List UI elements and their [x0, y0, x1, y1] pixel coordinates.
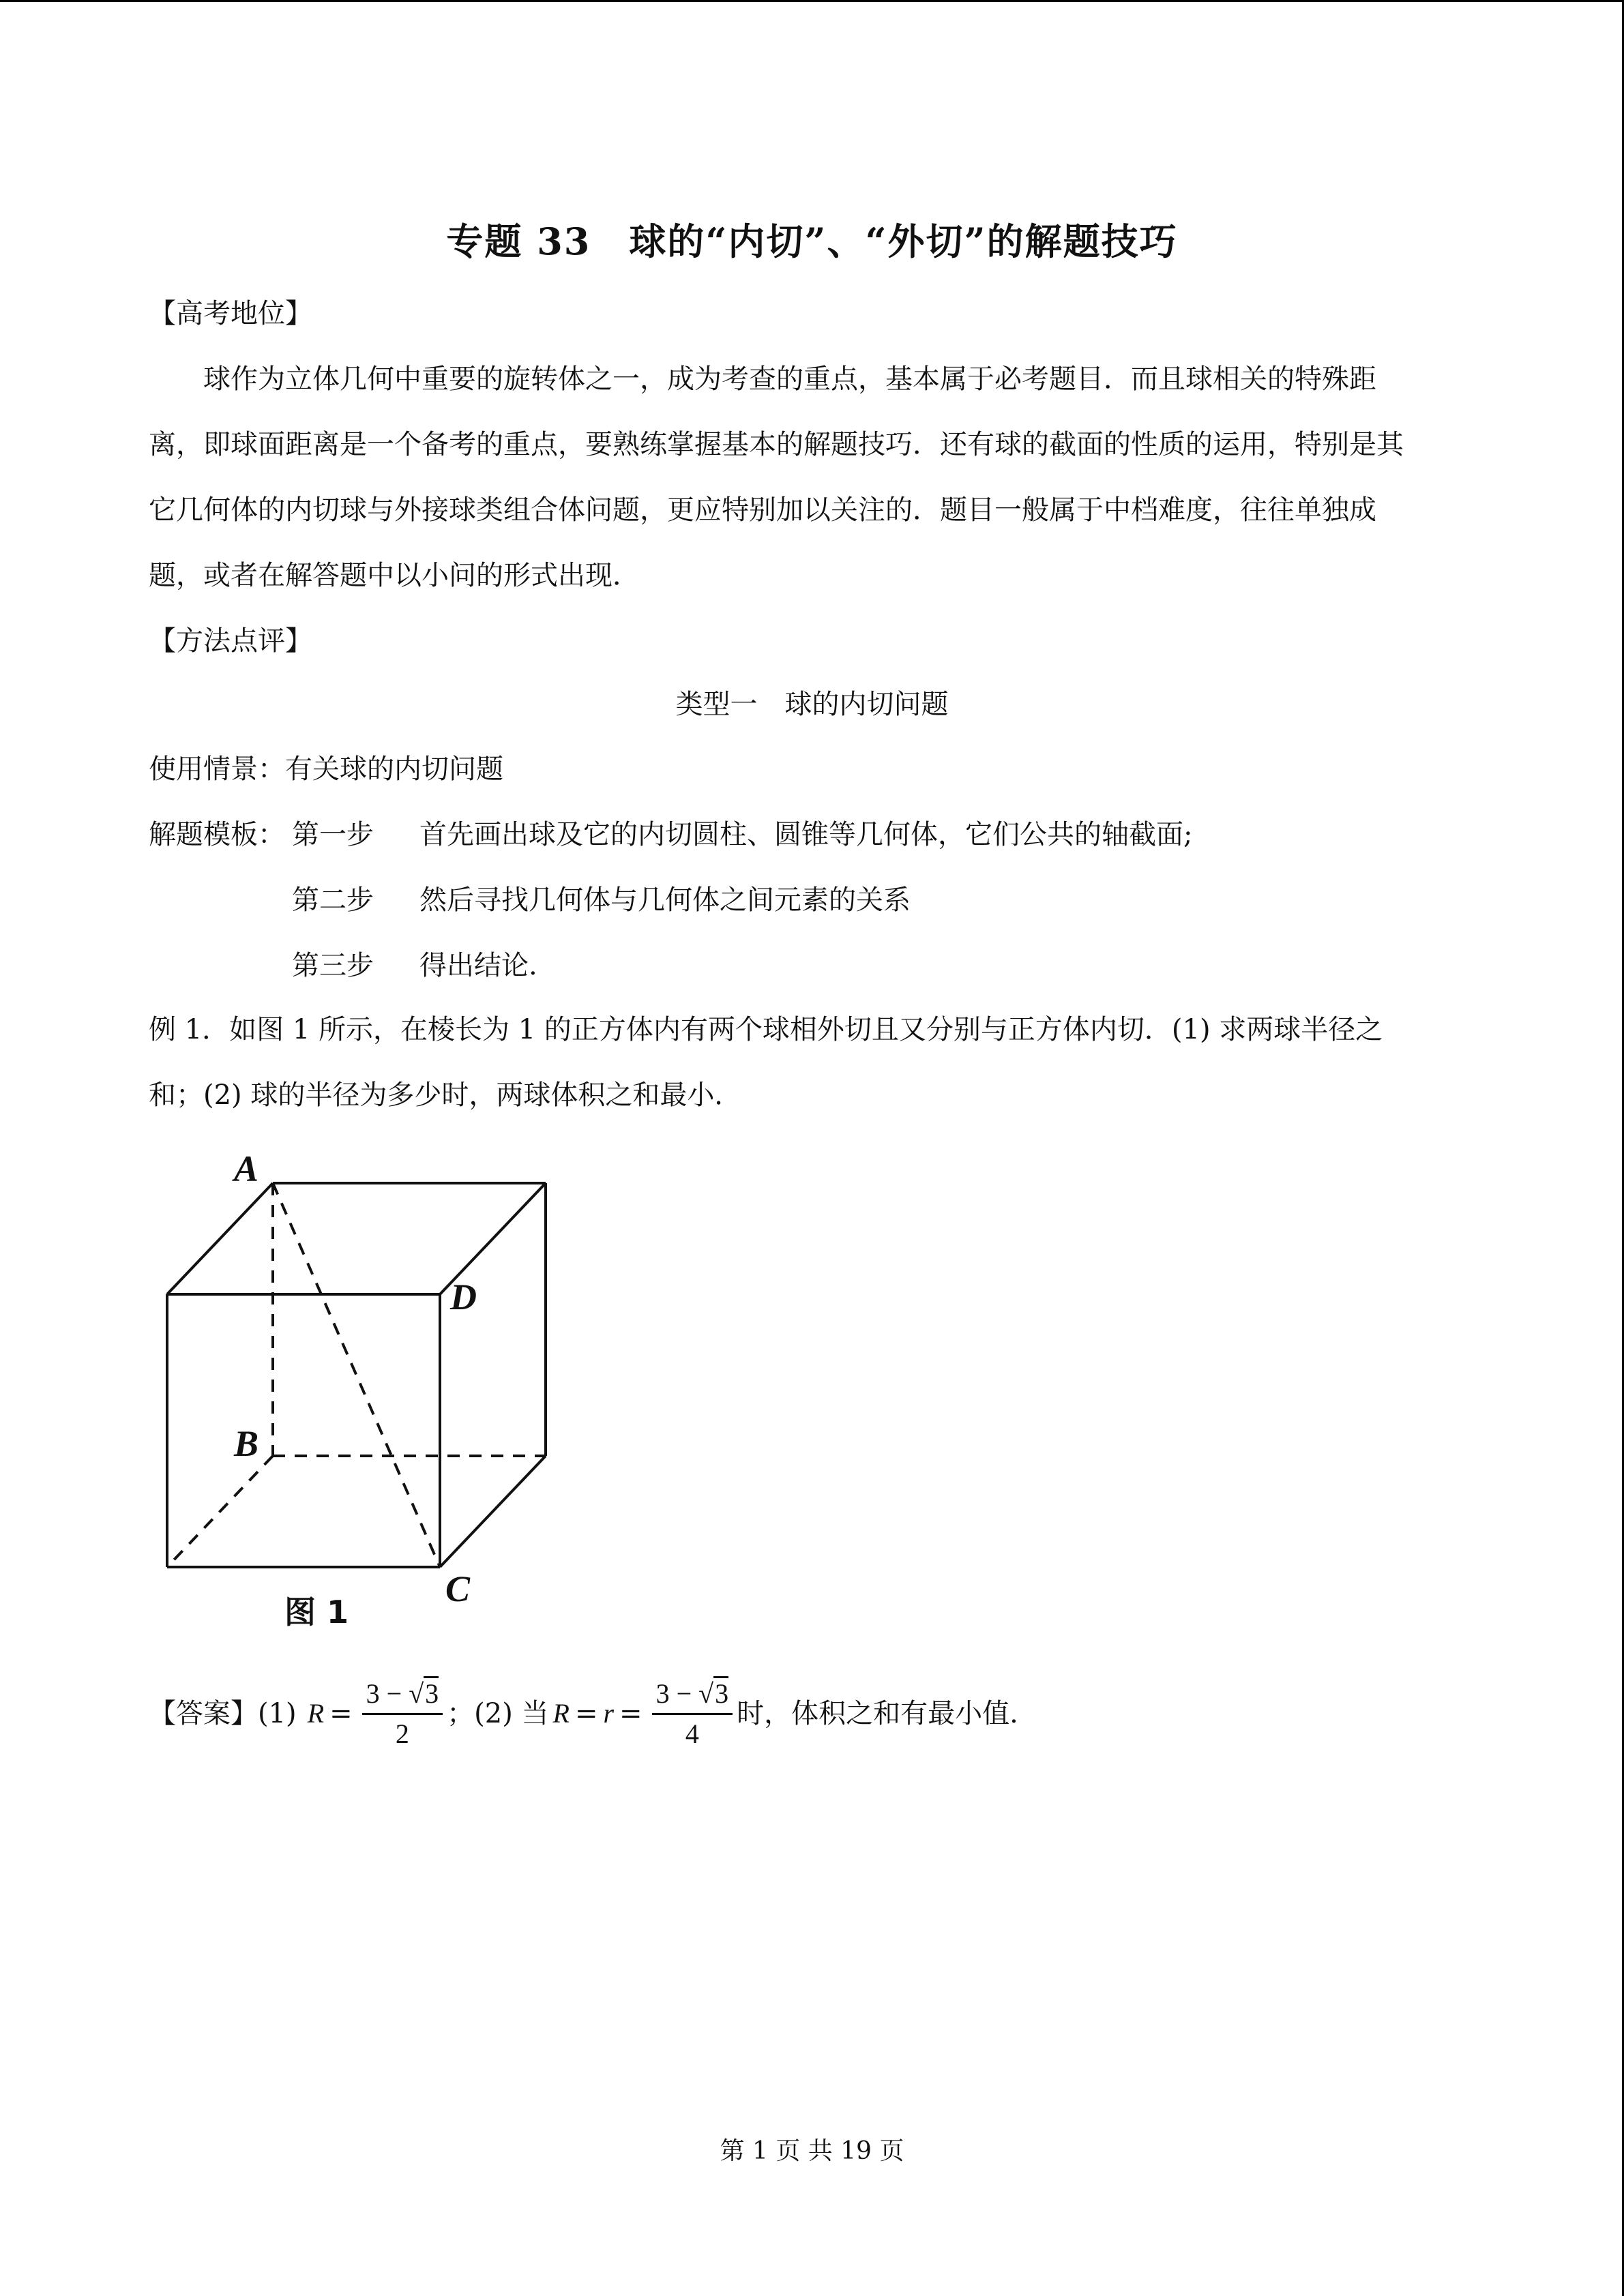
vertex-label-c: C — [445, 1568, 471, 1609]
page-footer: 第 1 页 共 19 页 — [720, 2137, 904, 2165]
usage-line: 使用情景：有关球的内切问题 — [149, 754, 503, 785]
cube-diagram — [153, 1146, 576, 1637]
var-capital-r: R — [307, 1698, 325, 1729]
fraction-2 — [652, 1679, 733, 1749]
example1-line-2: 和；(2) 球的半径为多少时，两球体积之和最小． — [149, 1079, 742, 1111]
example1-line-1: 例 1．如图 1 所示，在棱长为 1 的正方体内有两个球相外切且又分别与正方体内切．(1) 求两球半径之 — [149, 1014, 1383, 1045]
section-heading-gaokao: 【高考地位】 — [149, 298, 312, 329]
answer-part1-prefix: (1) — [258, 1698, 297, 1729]
fraction-1-denominator: 2 — [395, 1718, 409, 1749]
var-capital-r-2: R — [552, 1698, 570, 1729]
figure-caption: 图 1 — [284, 1594, 349, 1630]
vertex-label-b: B — [234, 1423, 259, 1464]
diagonal-ac — [273, 1183, 440, 1567]
step2-text: 然后寻找几何体与几何体之间元素的关系 — [419, 884, 911, 916]
fraction-1-numerator: 3 − √3 — [362, 1679, 443, 1715]
intro-line-2: 离，即球面距离是一个备考的重点，要熟练掌握基本的解题技巧．还有球的截面的性质的运用，特别是其 — [149, 429, 1404, 460]
answer-tail: 时，体积之和有最小值. — [737, 1698, 1018, 1729]
step3-label: 第三步 — [292, 950, 374, 981]
cube-edge — [167, 1183, 273, 1294]
sqrt-sign: √ — [409, 1678, 424, 1709]
page-border-top — [0, 0, 1624, 2]
vertex-label-d: D — [450, 1277, 477, 1317]
intro-line-1: 球作为立体几何中重要的旋转体之一，成为考查的重点，基本属于必考题目．而且球相关的特殊距 — [203, 363, 1376, 395]
page-title: 专题 33 球的“内切”、“外切”的解题技巧 — [446, 220, 1178, 263]
step1-text: 首先画出球及它的内切圆柱、圆锥等几何体，它们公共的轴截面; — [419, 819, 1193, 850]
answer-separator: ； — [447, 1698, 475, 1729]
equals-sign-2: = — [574, 1698, 598, 1729]
sqrt-sign-2: √ — [698, 1678, 714, 1709]
step1-label: 第一步 — [292, 819, 374, 850]
section-heading-method: 【方法点评】 — [149, 625, 312, 657]
step2-label: 第二步 — [292, 884, 374, 916]
var-small-r: r — [603, 1698, 615, 1729]
intro-line-4: 题，或者在解答题中以小问的形式出现． — [149, 560, 640, 591]
equals-sign: = — [329, 1698, 353, 1729]
type1-heading: 类型一 球的内切问题 — [675, 689, 949, 720]
vertex-label-a: A — [234, 1148, 259, 1189]
step3-text: 得出结论. — [419, 950, 537, 981]
cube-edge — [440, 1456, 546, 1567]
cube-hidden-edge — [167, 1456, 273, 1567]
template-label: 解题模板： — [149, 819, 285, 850]
intro-line-3: 它几何体的内切球与外接球类组合体问题，更应特别加以关注的．题目一般属于中档难度，往往单独成 — [149, 494, 1376, 526]
fraction-2-denominator: 4 — [685, 1718, 699, 1749]
fraction-1 — [362, 1679, 443, 1749]
equals-sign-3: = — [619, 1698, 643, 1729]
fraction-2-numerator: 3 − √3 — [652, 1679, 733, 1715]
answer-part2-prefix: (2) 当 — [474, 1698, 549, 1729]
answer-line — [149, 1676, 1018, 1751]
cube-figure — [153, 1146, 576, 1639]
answer-label: 【答案】 — [149, 1698, 258, 1729]
